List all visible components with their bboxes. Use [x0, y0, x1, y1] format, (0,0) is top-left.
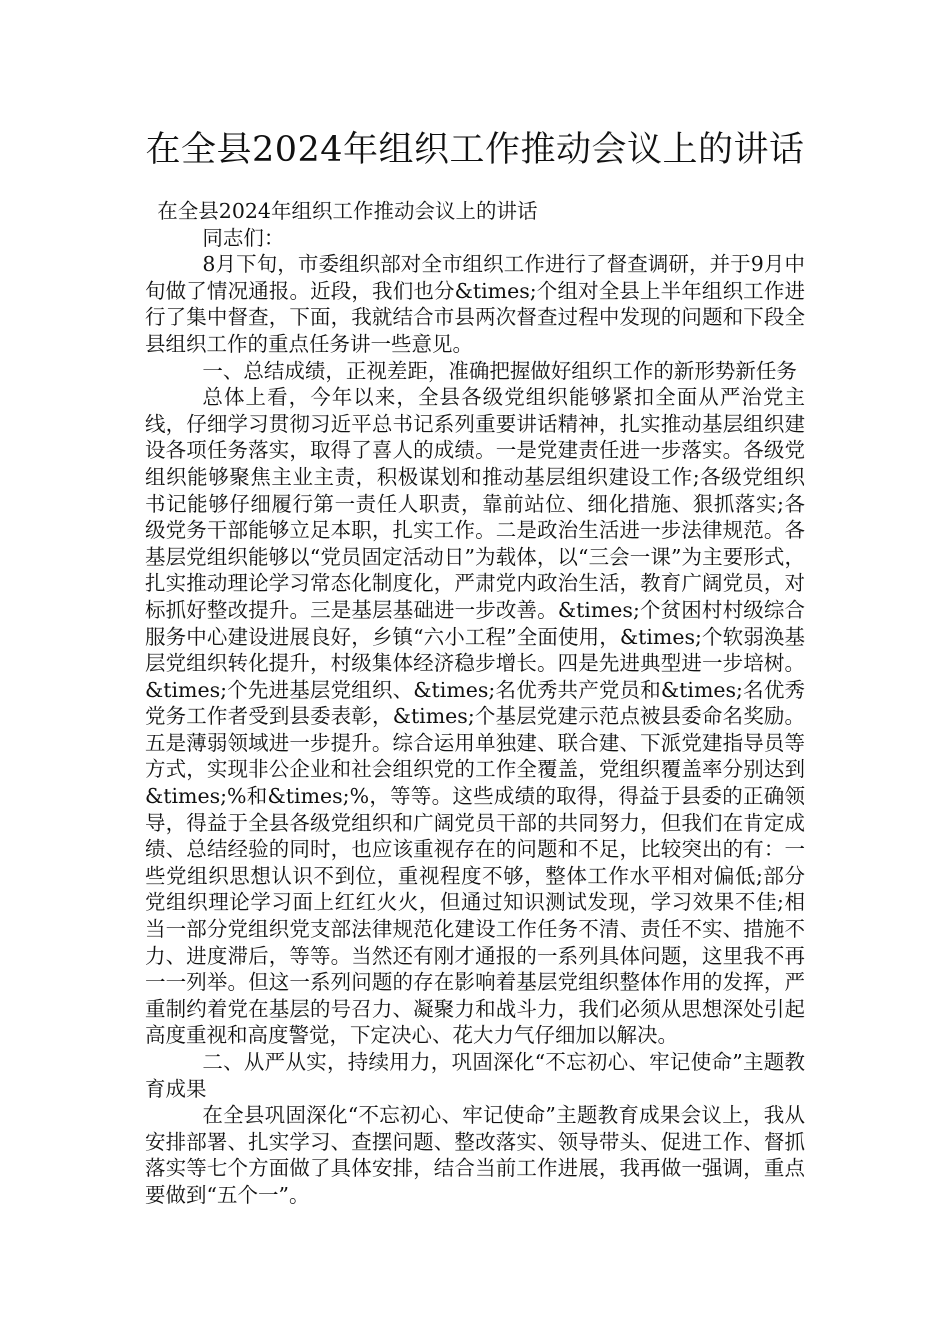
section-heading-1: 一、总结成绩，正视差距，准确把握做好组织工作的新形势新任务 [202, 358, 797, 383]
document-subtitle: 在全县2024年组织工作推动会议上的讲话 [157, 199, 538, 223]
salutation: 同志们： [202, 225, 285, 250]
document-body [145, 198, 805, 1209]
section-1-paragraph: 总体上看，今年以来，全县各级党组织能够紧扣全面从严治党主线，仔细学习贯彻习近平总书记系列重要讲话精神，扎实推动基层组织建设各项任务落实，取得了喜人的成绩。一是党建责任进一步落实。各级党组织能够聚焦主业主责，积极谋划和推动基层组织建设工作;各级党组织书记能够仔细履行第一责任人职责，靠前站位、细化措施、狠抓落实;各级党务干部能够立足本职，扎实工作。二是政治生活进一步法律规范。各基层党组织能够以“党员固定活动日”为载体，以“三会一课”为主要形式，扎实推动理论学习常态化制度化，严肃党内政治生活，教育广阔党员，对标抓好整改提升。三是基层基础进一步改善。&times;个贫困村村级综合服务中心建设进展良好，乡镇“六小工程”全面使用，&times;个软弱涣基层党组织转化提升，村级集体经济稳步增长。四是先进典型进一步培树。&times;个先进基层党组织、&times;名优秀共产党员和&times;名优秀党务工作者受到县委表彰，&times;个基层党建示范点被县委命名奖励。五是薄弱领域进一步提升。综合运用单独建、联合建、下派党建指导员等方式，实现非公企业和社会组织党的工作全覆盖，党组织覆盖率分别达到&times;%和&times;%，等等。这些成绩的取得，得益于县委的正确领导，得益于全县各级党组织和广阔党员干部的共同努力，但我们在肯定成绩、总结经验的同时，也应该重视存在的问题和不足，比较突出的有：一些党组织思想认识不到位，重视程度不够，整体工作水平相对偏低;部分党组织理论学习面上红红火火，但通过知识测试发现，学习效果不佳;相当一部分党组织党支部法律规范化建设工作任务不清、责任不实、措施不力、进度滞后，等等。当然还有刚才通报的一系列具体问题，这里我不再一一列举。但这一系列问题的存在影响着基层党组织整体作用的发挥，严重制约着党在基层的号召力、凝聚力和战斗力，我们必须从思想深处引起高度重视和高度警觉，下定决心、花大力气仔细加以解决。 [145, 385, 805, 1048]
intro-paragraph: 8月下旬，市委组织部对全市组织工作进行了督查调研，并于9月中旬做了情况通报。近段，我们也分&times;个组对全县上半年组织工作进行了集中督查，下面，我就结合市县两次督查过程中发现的问题和下段全县组织工作的重点任务讲一些意见。 [145, 252, 805, 356]
section-heading-2: 二、从严从实，持续用力，巩固深化“不忘初心、牢记使命”主题教育成果 [145, 1050, 805, 1101]
document-title: 在全县2024年组织工作推动会议上的讲话 [145, 130, 805, 170]
section-2-paragraph: 在全县巩固深化“不忘初心、牢记使命”主题教育成果会议上，我从安排部署、扎实学习、查摆问题、整改落实、领导带头、促进工作、督抓落实等七个方面做了具体安排，结合当前工作进展，我再做一强调，重点要做到“五个一”。 [145, 1103, 805, 1207]
